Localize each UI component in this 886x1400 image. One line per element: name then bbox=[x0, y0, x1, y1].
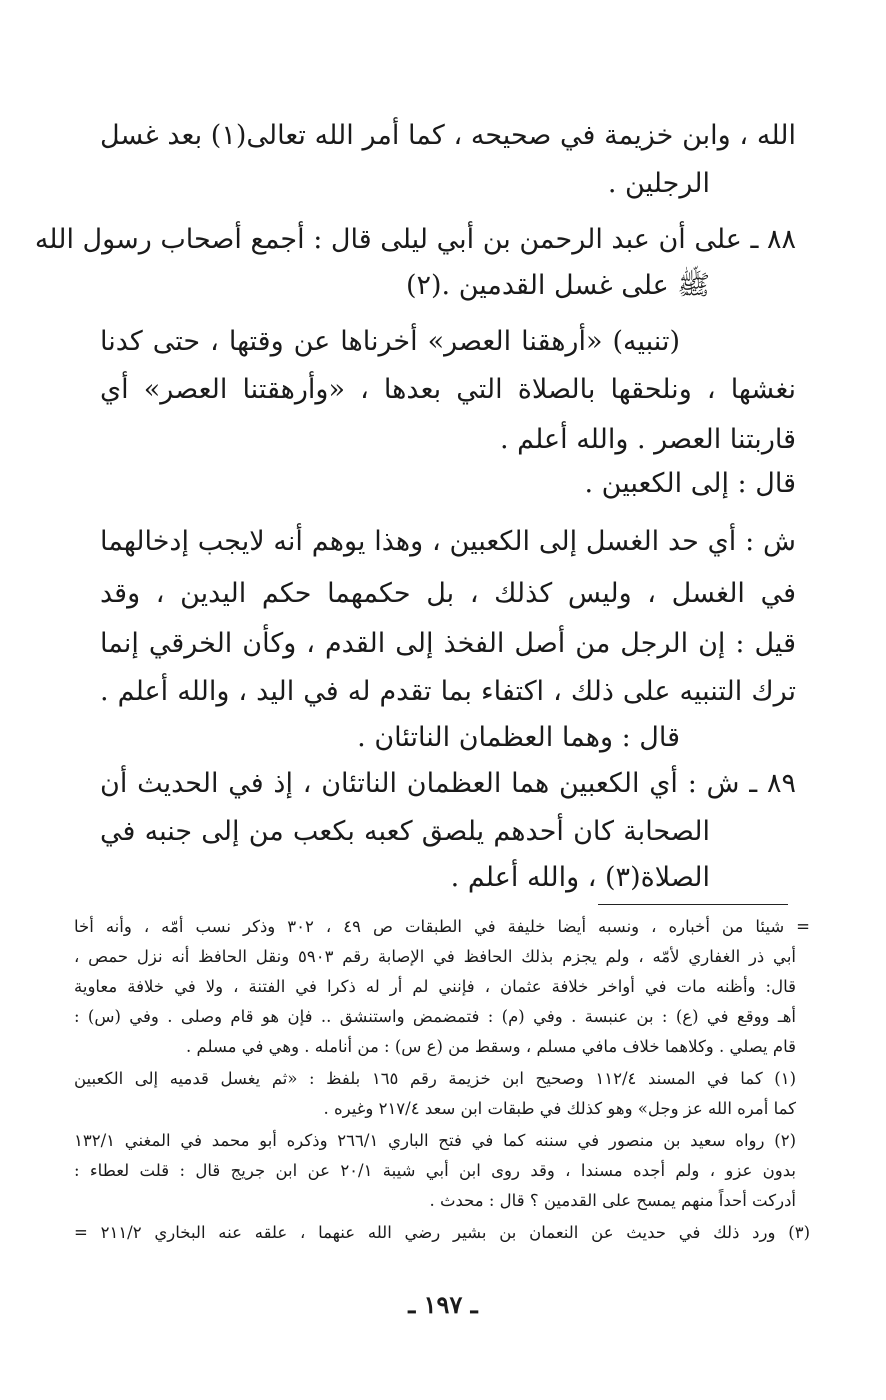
main-line-10: في الغسل ، وليس كذلك ، بل حكمهما حكم اليدين ، وقد bbox=[100, 578, 796, 609]
main-line-3: ٨٨ ـ على أن عبد الرحمن بن أبي ليلى قال : أجمع أصحاب رسول الله bbox=[34, 224, 796, 255]
footnote-line-8: (٢) رواه سعيد بن منصور في سننه كما في فتح الباري ٢٦٦/١ وذكره أبو محمد في المغني ١٣٢/١ bbox=[74, 1131, 796, 1150]
footnote-line-7: كما أمره الله عز وجل» وهو كذلك في طبقات ابن سعد ٢١٧/٤ وغيره . bbox=[323, 1099, 796, 1118]
footnote-line-10: أدركت أحداً منهم يمسح على القدمين ؟ قال : محدث . bbox=[429, 1191, 796, 1210]
main-line-11: قيل : إن الرجل من أصل الفخذ إلى القدم ، وكأن الخرقي إنما bbox=[100, 628, 796, 659]
main-line-16: الصلاة(٣) ، والله أعلم . bbox=[450, 862, 710, 893]
main-line-6: نغشها ، ونلحقها بالصلاة التي بعدها ، «وأرهقتنا العصر» أي bbox=[100, 374, 796, 405]
main-line-13: قال : وهما العظمان الناتئان . bbox=[357, 722, 680, 753]
footnote-line-11: (٣) ورد ذلك في حديث عن النعمان بن بشير رضي الله عنهما ، علقه عنه البخاري ٢١١/٢ = bbox=[74, 1223, 810, 1242]
footnote-line-5: قام يصلي . وكلاهما خلاف مافي مسلم ، وسقط من (ع س) : من أنامله . وهي في مسلم . bbox=[186, 1037, 796, 1056]
main-line-15: الصحابة كان أحدهم يلصق كعبه بكعب من إلى جنبه في bbox=[100, 816, 710, 847]
main-line-1: الله ، وابن خزيمة في صحيحه ، كما أمر الله تعالى(١) بعد غسل bbox=[100, 120, 796, 151]
footnote-line-4: أهـ ووقع في (ع) : بن عنبسة . وفي (م) : فتمضمض واستنشق .. فإن هو قام وصلى . وفي (س) : bbox=[74, 1007, 796, 1026]
footnote-separator bbox=[598, 904, 788, 905]
main-line-9: ش : أي حد الغسل إلى الكعبين ، وهذا يوهم أنه لايجب إدخالهما bbox=[100, 526, 796, 557]
main-line-5: (تنبيه) «أرهقنا العصر» أخرناها عن وقتها ، حتى كدنا bbox=[100, 326, 680, 357]
main-line-12: ترك التنبيه على ذلك ، اكتفاء بما تقدم له في اليد ، والله أعلم . bbox=[100, 676, 796, 707]
footnote-line-9: بدون عزو ، ولم أجده مسندا ، وقد روى ابن أبي شيبة ٢٠/١ عن ابن جريج قال : قلت لعطاء : bbox=[74, 1161, 796, 1180]
page-number: ـ ١٩٧ ـ bbox=[408, 1290, 478, 1319]
footnote-line-2: أبي ذر الغفاري لأمّه ، ولم يجزم بذلك الحافظ في الإصابة رقم ٥٩٠٣ ونقل الحافظ أنه نزل حمص ، bbox=[74, 947, 796, 966]
footnote-line-6: (١) كما في المسند ١١٢/٤ وصحيح ابن خزيمة رقم ١٦٥ بلفظ : «ثم يغسل قدميه إلى الكعبين bbox=[74, 1069, 797, 1088]
main-line-4: ﷺ على غسل القدمين .(٢) bbox=[405, 270, 710, 301]
footnote-line-3: قال: وأظنه مات في أواخر خلافة عثمان ، فإنني لم أر له ذكرا في الفتنة ، ولا في خلافة معاوية bbox=[74, 977, 796, 996]
main-line-7: قاربتنا العصر . والله أعلم . bbox=[499, 424, 796, 455]
main-line-14: ٨٩ ـ ش : أي الكعبين هما العظمان الناتئان ، إذ في الحديث أن bbox=[100, 768, 796, 799]
main-line-2: الرجلين . bbox=[607, 168, 710, 199]
main-line-8: قال : إلى الكعبين . bbox=[584, 468, 796, 499]
footnote-line-1: = شيئا من أخباره ، ونسبه أيضا خليفة في الطبقات ص ٤٩ ، ٣٠٢ وذكر نسب أمّه ، وأنه أخا bbox=[74, 917, 810, 936]
